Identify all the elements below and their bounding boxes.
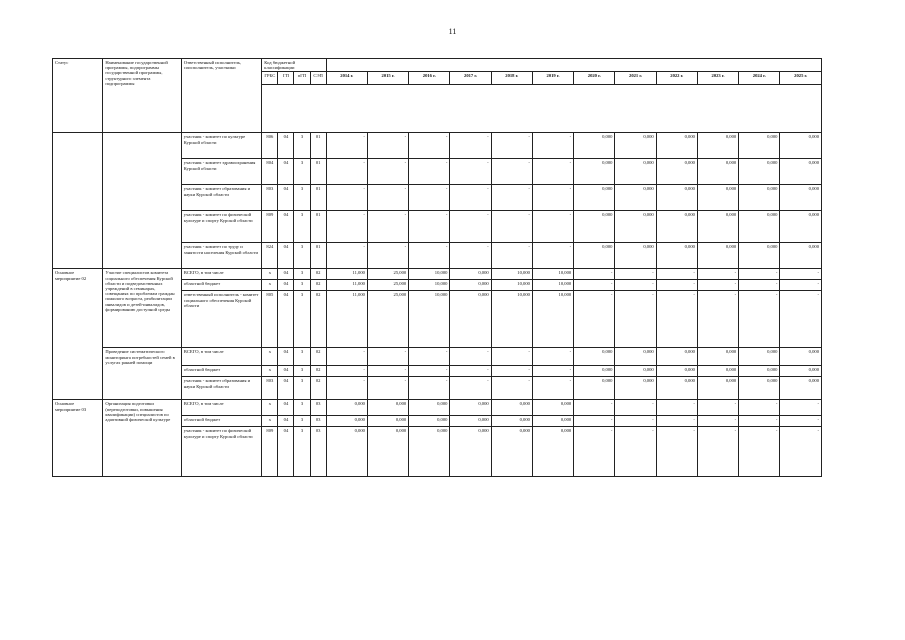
cell-value-2024: 0,000 (739, 211, 780, 243)
cell-executor: ответственный исполнитель - комитет социального обеспечения Курской области (181, 291, 262, 348)
cell-value-2020: 0,000 (574, 159, 615, 185)
cell-value-2023: - (697, 400, 738, 416)
cell-value-2025: 0,000 (780, 366, 822, 377)
cell-value-2024: 0,000 (739, 243, 780, 269)
cell-value-2018: 10,000 (491, 291, 532, 348)
cell-value-2014: 11,000 (326, 269, 367, 280)
cell-value-2021: 0,000 (615, 377, 656, 400)
cell-value-2017: 0,000 (450, 416, 491, 427)
cell-grbs: х (262, 366, 278, 377)
header-code-0: ГРБС (262, 72, 278, 85)
cell-value-2021: 0,000 (615, 211, 656, 243)
cell-gp: 04 (278, 211, 294, 243)
cell-value-2016: - (409, 211, 450, 243)
page-number: 11 (448, 27, 457, 36)
cell-value-2017: - (450, 243, 491, 269)
cell-value-2025: 0,000 (780, 211, 822, 243)
cell-value-2024: - (739, 416, 780, 427)
header-year-4: 2018 г. (491, 72, 532, 85)
cell-value-2025: 0,000 (780, 243, 822, 269)
table-row (53, 133, 822, 159)
cell-executor: участник - комитет по физической культуре и спорту Курской области (181, 427, 262, 477)
cell-name (103, 133, 181, 269)
cell-value-2023: - (697, 427, 738, 477)
cell-value-2020: - (574, 280, 615, 291)
cell-value-2016: 0,000 (409, 416, 450, 427)
cell-value-2024: - (739, 291, 780, 348)
cell-value-2019: - (532, 243, 573, 269)
cell-value-2024: 0,000 (739, 348, 780, 366)
cell-gp: 04 (278, 348, 294, 366)
cell-name: Участие специалистов комитета социального обеспечения Курской области и подведомственных учреждений в семинарах, совещаниях по проблемам граждан пожилого возраста, реабилитации инвалидов и детей-инвалидов, формированию доступной среды (103, 269, 181, 348)
cell-sep: 03 (310, 427, 326, 477)
cell-sep: 01 (310, 243, 326, 269)
cell-value-2023: - (697, 280, 738, 291)
cell-value-2022: - (656, 280, 697, 291)
cell-value-2020: 0,000 (574, 366, 615, 377)
cell-gp: 04 (278, 269, 294, 280)
cell-value-2023: 0,000 (697, 185, 738, 211)
cell-executor: участник - комитет по культуре Курской области (181, 133, 262, 159)
cell-value-2022: - (656, 291, 697, 348)
cell-sep: 02 (310, 366, 326, 377)
cell-value-2014: 11,000 (326, 280, 367, 291)
cell-value-2017: 0,000 (450, 427, 491, 477)
cell-name: Организация подготовки (переподготовки, повышения квалификации) специалистов по адаптивной физической культуре (103, 400, 181, 477)
cell-grbs: 824 (262, 243, 278, 269)
cell-grbs: 803 (262, 377, 278, 400)
cell-value-2015: - (367, 211, 408, 243)
cell-value-2020: - (574, 416, 615, 427)
cell-executor: ВСЕГО, в том числе (181, 400, 262, 416)
cell-value-2022: 0,000 (656, 159, 697, 185)
cell-value-2019: 10,000 (532, 269, 573, 280)
cell-pgp: 3 (294, 133, 310, 159)
header-code-1: ГП (278, 72, 294, 85)
cell-grbs: х (262, 269, 278, 280)
cell-value-2014: 11,000 (326, 291, 367, 348)
cell-value-2017: - (450, 133, 491, 159)
cell-sep: 01 (310, 133, 326, 159)
cell-value-2025: - (780, 269, 822, 280)
cell-value-2018: - (491, 159, 532, 185)
header-code-3: СЭП (310, 72, 326, 85)
cell-value-2016: - (409, 243, 450, 269)
cell-value-2014: 0,000 (326, 427, 367, 477)
cell-value-2018: 10,000 (491, 269, 532, 280)
cell-value-2015: 0,000 (367, 400, 408, 416)
cell-value-2015: - (367, 159, 408, 185)
cell-sep: 02 (310, 348, 326, 366)
cell-value-2020: - (574, 400, 615, 416)
cell-gp: 04 (278, 291, 294, 348)
cell-grbs: 809 (262, 211, 278, 243)
header-year-3: 2017 г. (450, 72, 491, 85)
cell-value-2015: - (367, 243, 408, 269)
cell-value-2025: - (780, 280, 822, 291)
cell-sep: 02 (310, 269, 326, 280)
cell-value-2018: - (491, 377, 532, 400)
table-row (53, 269, 822, 280)
cell-sep: 02 (310, 291, 326, 348)
cell-value-2019: 10,000 (532, 280, 573, 291)
cell-value-2019: - (532, 366, 573, 377)
cell-status (53, 133, 103, 269)
cell-gp: 04 (278, 366, 294, 377)
cell-value-2016: - (409, 133, 450, 159)
cell-value-2022: 0,000 (656, 366, 697, 377)
cell-pgp: 3 (294, 280, 310, 291)
cell-gp: 04 (278, 416, 294, 427)
header-year-1: 2015 г. (367, 72, 408, 85)
cell-value-2022: - (656, 269, 697, 280)
cell-value-2024: - (739, 427, 780, 477)
cell-pgp: 3 (294, 185, 310, 211)
cell-gp: 04 (278, 280, 294, 291)
cell-value-2019: - (532, 377, 573, 400)
cell-pgp: 3 (294, 291, 310, 348)
cell-value-2018: - (491, 243, 532, 269)
cell-value-2025: - (780, 400, 822, 416)
cell-value-2023: 0,000 (697, 366, 738, 377)
cell-value-2025: - (780, 291, 822, 348)
cell-value-2016: 10,000 (409, 280, 450, 291)
cell-value-2021: 0,000 (615, 185, 656, 211)
cell-value-2024: 0,000 (739, 185, 780, 211)
cell-value-2025: 0,000 (780, 185, 822, 211)
cell-grbs: х (262, 280, 278, 291)
cell-value-2014: - (326, 243, 367, 269)
cell-value-2016: - (409, 159, 450, 185)
header-year-11: 2025 г. (780, 72, 822, 85)
cell-value-2020: 0,000 (574, 185, 615, 211)
cell-value-2019: - (532, 348, 573, 366)
cell-value-2016: 10,000 (409, 291, 450, 348)
header-year-7: 2021 г. (615, 72, 656, 85)
cell-executor: областной бюджет (181, 280, 262, 291)
cell-value-2015: 25,000 (367, 269, 408, 280)
cell-value-2014: - (326, 366, 367, 377)
cell-executor: участник - комитет по физической культуре и спорту Курской области (181, 211, 262, 243)
header-status: Статус (53, 59, 103, 133)
cell-value-2020: 0,000 (574, 377, 615, 400)
cell-value-2024: - (739, 269, 780, 280)
cell-value-2025: 0,000 (780, 377, 822, 400)
cell-value-2022: - (656, 400, 697, 416)
cell-value-2021: - (615, 416, 656, 427)
cell-value-2020: 0,000 (574, 348, 615, 366)
cell-grbs: х (262, 416, 278, 427)
cell-executor: участник - комитет по труду и занятости населения Курской области (181, 243, 262, 269)
cell-value-2024: 0,000 (739, 377, 780, 400)
cell-value-2018: 0,000 (491, 416, 532, 427)
cell-status: Основное мероприятие 02 (53, 269, 103, 400)
cell-grbs: х (262, 400, 278, 416)
cell-value-2021: - (615, 291, 656, 348)
cell-value-2023: 0,000 (697, 243, 738, 269)
cell-pgp: 3 (294, 348, 310, 366)
cell-value-2015: - (367, 133, 408, 159)
cell-value-2025: 0,000 (780, 159, 822, 185)
cell-gp: 04 (278, 243, 294, 269)
cell-executor: ВСЕГО, в том числе (181, 269, 262, 280)
cell-grbs: 805 (262, 291, 278, 348)
cell-gp: 04 (278, 427, 294, 477)
cell-value-2016: 0,000 (409, 427, 450, 477)
cell-executor: участник - комитет образования и науки Курской области (181, 185, 262, 211)
cell-value-2017: - (450, 159, 491, 185)
cell-grbs: 809 (262, 427, 278, 477)
cell-value-2018: - (491, 366, 532, 377)
cell-value-2022: 0,000 (656, 243, 697, 269)
cell-grbs: 806 (262, 133, 278, 159)
cell-value-2015: - (367, 185, 408, 211)
cell-value-2020: - (574, 291, 615, 348)
cell-grbs: х (262, 348, 278, 366)
cell-value-2022: - (656, 427, 697, 477)
cell-value-2014: - (326, 185, 367, 211)
cell-value-2019: - (532, 211, 573, 243)
cell-value-2023: 0,000 (697, 133, 738, 159)
cell-value-2023: 0,000 (697, 211, 738, 243)
cell-value-2017: 0,000 (450, 400, 491, 416)
cell-value-2021: - (615, 269, 656, 280)
cell-value-2025: 0,000 (780, 348, 822, 366)
cell-value-2018: - (491, 185, 532, 211)
cell-value-2021: - (615, 280, 656, 291)
cell-value-2024: 0,000 (739, 159, 780, 185)
cell-value-2017: - (450, 185, 491, 211)
header-year-8: 2022 г. (656, 72, 697, 85)
cell-value-2014: 0,000 (326, 400, 367, 416)
cell-sep: 01 (310, 211, 326, 243)
cell-sep: 03 (310, 416, 326, 427)
cell-value-2024: - (739, 400, 780, 416)
cell-value-2014: - (326, 211, 367, 243)
cell-value-2025: - (780, 416, 822, 427)
cell-value-2025: 0,000 (780, 133, 822, 159)
cell-value-2021: - (615, 400, 656, 416)
cell-sep: 01 (310, 185, 326, 211)
budget-table (52, 58, 822, 477)
cell-value-2019: - (532, 185, 573, 211)
header-year-5: 2019 г. (532, 72, 573, 85)
cell-value-2019: - (532, 159, 573, 185)
cell-executor: областной бюджет (181, 366, 262, 377)
cell-value-2017: 0,000 (450, 280, 491, 291)
cell-status: Основное мероприятие 03 (53, 400, 103, 477)
cell-value-2018: 0,000 (491, 427, 532, 477)
cell-value-2023: 0,000 (697, 377, 738, 400)
cell-value-2023: - (697, 416, 738, 427)
cell-value-2023: - (697, 269, 738, 280)
cell-executor: участник - комитет здравоохранения Курской области (181, 159, 262, 185)
cell-value-2015: 25,000 (367, 280, 408, 291)
cell-pgp: 3 (294, 366, 310, 377)
cell-value-2014: - (326, 348, 367, 366)
cell-value-2022: 0,000 (656, 211, 697, 243)
cell-value-2016: - (409, 348, 450, 366)
cell-value-2022: 0,000 (656, 377, 697, 400)
cell-value-2018: - (491, 211, 532, 243)
cell-grbs: 804 (262, 159, 278, 185)
cell-value-2023: 0,000 (697, 159, 738, 185)
cell-value-2020: 0,000 (574, 243, 615, 269)
cell-pgp: 3 (294, 377, 310, 400)
cell-value-2021: 0,000 (615, 348, 656, 366)
cell-value-2024: 0,000 (739, 133, 780, 159)
cell-value-2021: 0,000 (615, 243, 656, 269)
header-year-2: 2016 г. (409, 72, 450, 85)
cell-value-2021: 0,000 (615, 133, 656, 159)
cell-value-2016: - (409, 377, 450, 400)
cell-value-2015: 25,000 (367, 291, 408, 348)
cell-value-2023: 0,000 (697, 348, 738, 366)
cell-executor: участник - комитет образования и науки Курской области (181, 377, 262, 400)
cell-value-2016: 10,000 (409, 269, 450, 280)
cell-gp: 04 (278, 185, 294, 211)
cell-value-2021: 0,000 (615, 159, 656, 185)
cell-value-2022: 0,000 (656, 133, 697, 159)
cell-pgp: 3 (294, 416, 310, 427)
cell-executor: областной бюджет (181, 416, 262, 427)
cell-sep: 02 (310, 377, 326, 400)
cell-value-2021: 0,000 (615, 366, 656, 377)
header-executor: Ответственный исполнитель, соисполнитель, участники (181, 59, 262, 133)
header-year-10: 2024 г. (739, 72, 780, 85)
cell-value-2014: 0,000 (326, 416, 367, 427)
cell-grbs: 803 (262, 185, 278, 211)
cell-value-2022: - (656, 416, 697, 427)
cell-gp: 04 (278, 400, 294, 416)
cell-value-2018: 10,000 (491, 280, 532, 291)
cell-gp: 04 (278, 377, 294, 400)
cell-value-2018: 0,000 (491, 400, 532, 416)
cell-pgp: 3 (294, 159, 310, 185)
cell-pgp: 3 (294, 400, 310, 416)
header-year-0: 2014 г. (326, 72, 367, 85)
cell-value-2017: 0,000 (450, 291, 491, 348)
cell-value-2025: - (780, 427, 822, 477)
cell-sep: 03 (310, 400, 326, 416)
cell-value-2019: 0,000 (532, 427, 573, 477)
cell-pgp: 3 (294, 211, 310, 243)
cell-value-2015: 0,000 (367, 427, 408, 477)
cell-value-2018: - (491, 348, 532, 366)
cell-value-2019: 0,000 (532, 400, 573, 416)
cell-name: Проведение систематического мониторинга потребностей семей в услугах ранней помощи (103, 348, 181, 400)
cell-value-2017: - (450, 211, 491, 243)
cell-pgp: 3 (294, 427, 310, 477)
cell-value-2019: - (532, 133, 573, 159)
header-budget-code: Код бюджетной классификации (262, 59, 326, 72)
cell-value-2014: - (326, 377, 367, 400)
header-year-6: 2020 г. (574, 72, 615, 85)
cell-value-2017: 0,000 (450, 269, 491, 280)
cell-value-2020: - (574, 269, 615, 280)
cell-sep: 01 (310, 159, 326, 185)
cell-value-2022: 0,000 (656, 348, 697, 366)
cell-pgp: 3 (294, 243, 310, 269)
cell-value-2015: 0,000 (367, 416, 408, 427)
cell-value-2014: - (326, 159, 367, 185)
cell-value-2017: - (450, 348, 491, 366)
cell-value-2020: 0,000 (574, 133, 615, 159)
cell-value-2015: - (367, 348, 408, 366)
cell-pgp: 3 (294, 269, 310, 280)
cell-value-2024: 0,000 (739, 366, 780, 377)
cell-value-2020: - (574, 427, 615, 477)
cell-value-2019: 10,000 (532, 291, 573, 348)
cell-value-2016: - (409, 185, 450, 211)
table-row (53, 400, 822, 416)
cell-value-2014: - (326, 133, 367, 159)
cell-value-2016: 0,000 (409, 400, 450, 416)
cell-value-2019: 0,000 (532, 416, 573, 427)
cell-value-2015: - (367, 366, 408, 377)
header-year-9: 2023 г. (697, 72, 738, 85)
cell-value-2017: - (450, 366, 491, 377)
cell-value-2016: - (409, 366, 450, 377)
cell-value-2021: - (615, 427, 656, 477)
cell-value-2024: - (739, 280, 780, 291)
cell-value-2015: - (367, 377, 408, 400)
cell-value-2023: - (697, 291, 738, 348)
header-name: Наименование государственной программы, подпрограммы государственной программы, структурного элемента подпрограммы (103, 59, 181, 133)
cell-executor: ВСЕГО, в том числе (181, 348, 262, 366)
cell-sep: 02 (310, 280, 326, 291)
cell-value-2022: 0,000 (656, 185, 697, 211)
table-row (53, 348, 822, 366)
header-years-spacer (326, 59, 821, 72)
cell-value-2018: - (491, 133, 532, 159)
cell-gp: 04 (278, 159, 294, 185)
cell-value-2020: 0,000 (574, 211, 615, 243)
cell-gp: 04 (278, 133, 294, 159)
cell-value-2017: - (450, 377, 491, 400)
header-code-2: пГП (294, 72, 310, 85)
